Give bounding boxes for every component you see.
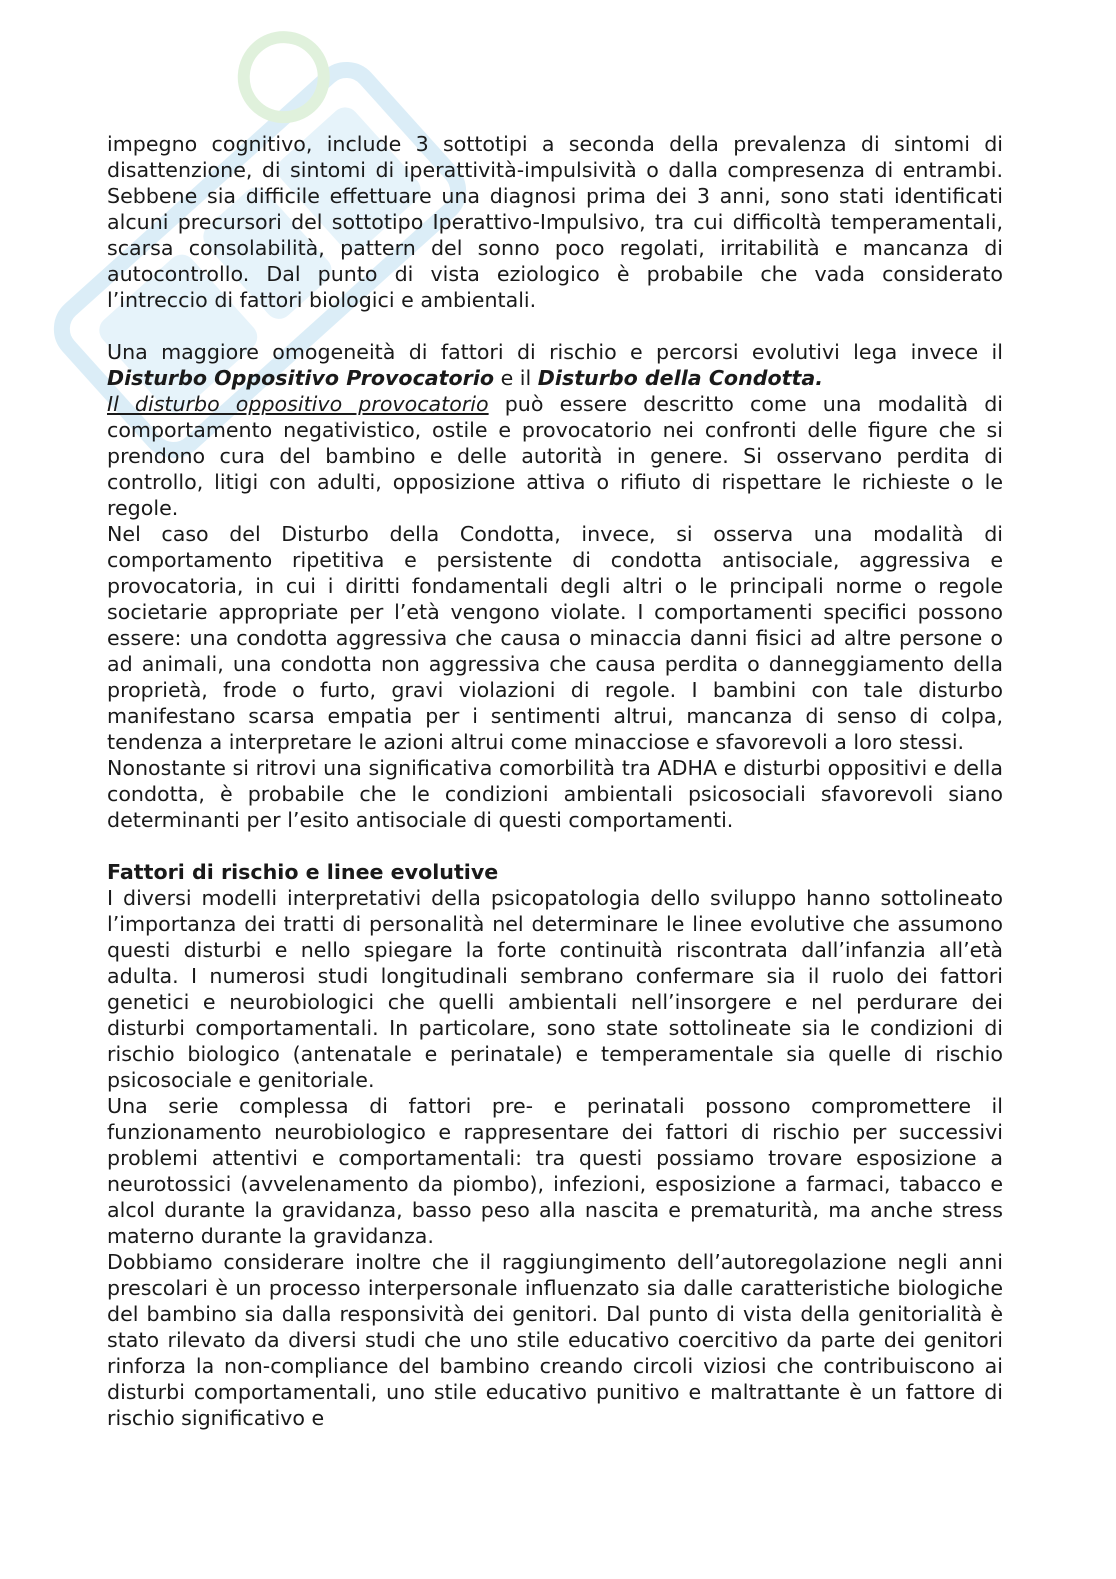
term-odd-underlined: Il disturbo oppositivo provocatorio	[107, 392, 489, 416]
document-page	[107, 131, 1003, 1431]
paragraph-comorbidity: Nonostante si ritrovi una significativa comorbilità tra ADHA e disturbi oppositivi e della condotta, è probabile che le condizioni ambientali psicosociali sfavorevoli siano determinanti per l’esito antisociale di questi comportamenti.	[107, 756, 1003, 832]
section-heading: Fattori di rischio e linee evolutive	[107, 860, 499, 884]
term-conduct-disorder: Disturbo della Condotta.	[537, 366, 824, 390]
paragraph-odd-description	[107, 391, 1003, 521]
paragraph-adhd-subtypes: impegno cognitivo, include 3 sottotipi a seconda della prevalenza di sintomi di disattenzione, di sintomi di iperattività-impulsività o dalla compresenza di entrambi. Sebbene sia difficile effettuare una diagnosi prima dei 3 anni, sono stati identificati alcuni precursori del sottotipo Iperattivo-Impulsivo, tra cui difficoltà temperamentali, scarsa consolabilità, pattern del sonno poco regolati, irritabilità e mancanza di autocontrollo. Dal punto di vista eziologico è probabile che vada considerato l’intreccio di fattori biologici e ambientali.	[107, 132, 1003, 312]
paragraph-interpretive-models: I diversi modelli interpretativi della psicopatologia dello sviluppo hanno sottolineato l’importanza dei tratti di personalità nel determinare le linee evolutive che assumono questi disturbi e nello spiegare la forte continuità riscontrata dall’infanzia all’età adulta. I numerosi studi longitudinali sembrano confermare sia il ruolo dei fattori genetici e neurobiologici che quelli ambientali nell’insorgere e nel perdurare dei disturbi comportamentali. In particolare, sono state sottolineate sia le condizioni di rischio biologico (antenatale e perinatale) e temperamentale sia quelle di rischio psicosociale e genitoriale.	[107, 886, 1003, 1092]
intro-text: Una maggiore omogeneità di fattori di rischio e percorsi evolutivi lega invece il	[107, 340, 1003, 364]
paragraph-spacer	[107, 313, 1003, 339]
term-oppositional-defiant: Disturbo Oppositivo Provocatorio	[107, 366, 495, 390]
paragraph-perinatal-factors: Una serie complessa di fattori pre- e perinatali possono compromettere il funzionamento neurobiologico e rappresentare dei fattori di rischio per successivi problemi attentivi e comportamentali: tra questi possiamo trovare esposizione a neurotossici (avvelenamento da piombo), infezioni, esposizione a farmaci, tabacco e alcol durante la gravidanza, basso peso alla nascita e prematurità, ma anche stress materno durante la gravidanza.	[107, 1094, 1003, 1248]
connector-text: e il	[494, 366, 538, 390]
paragraph-self-regulation: Dobbiamo considerare inoltre che il raggiungimento dell’autoregolazione negli anni prescolari è un processo interpersonale influenzato sia dalle caratteristiche biologiche del bambino sia dalla responsività dei genitori. Dal punto di vista della genitorialità è stato rilevato da diversi studi che uno stile educativo coercitivo da parte dei genitori rinforza la non-compliance del bambino creando circoli viziosi che contribuiscono ai disturbi comportamentali, uno stile educativo punitivo e maltrattante è un fattore di rischio significativo e	[107, 1250, 1003, 1430]
paragraph-intro-disorders	[107, 339, 1003, 391]
paragraph-conduct-disorder: Nel caso del Disturbo della Condotta, invece, si osserva una modalità di comportamento ripetitiva e persistente di condotta antisociale, aggressiva e provocatoria, in cui i diritti fondamentali degli altri o le principali norme o regole societarie appropriate per l’età vengono violate. I comportamenti specifici possono essere: una condotta aggressiva che causa o minaccia danni fisici ad altre persone o ad animali, una condotta non aggressiva che causa perdita o danneggiamento della proprietà, frode o furto, gravi violazioni di regole. I bambini con tale disturbo manifestano scarsa empatia per i sentimenti altrui, mancanza di senso di colpa, tendenza a interpretare le azioni altrui come minacciose e sfavorevoli a loro stessi.	[107, 522, 1003, 754]
paragraph-spacer	[107, 833, 1003, 859]
odd-description-text: può essere descritto come una modalità di comportamento negativistico, ostile e provocatorio nei confronti delle figure che si prendono cura del bambino e delle autorità in genere. Si osservano perdita di controllo, litigi con adulti, opposizione attiva o rifiuto di rispettare le richieste o le regole.	[107, 392, 1003, 520]
